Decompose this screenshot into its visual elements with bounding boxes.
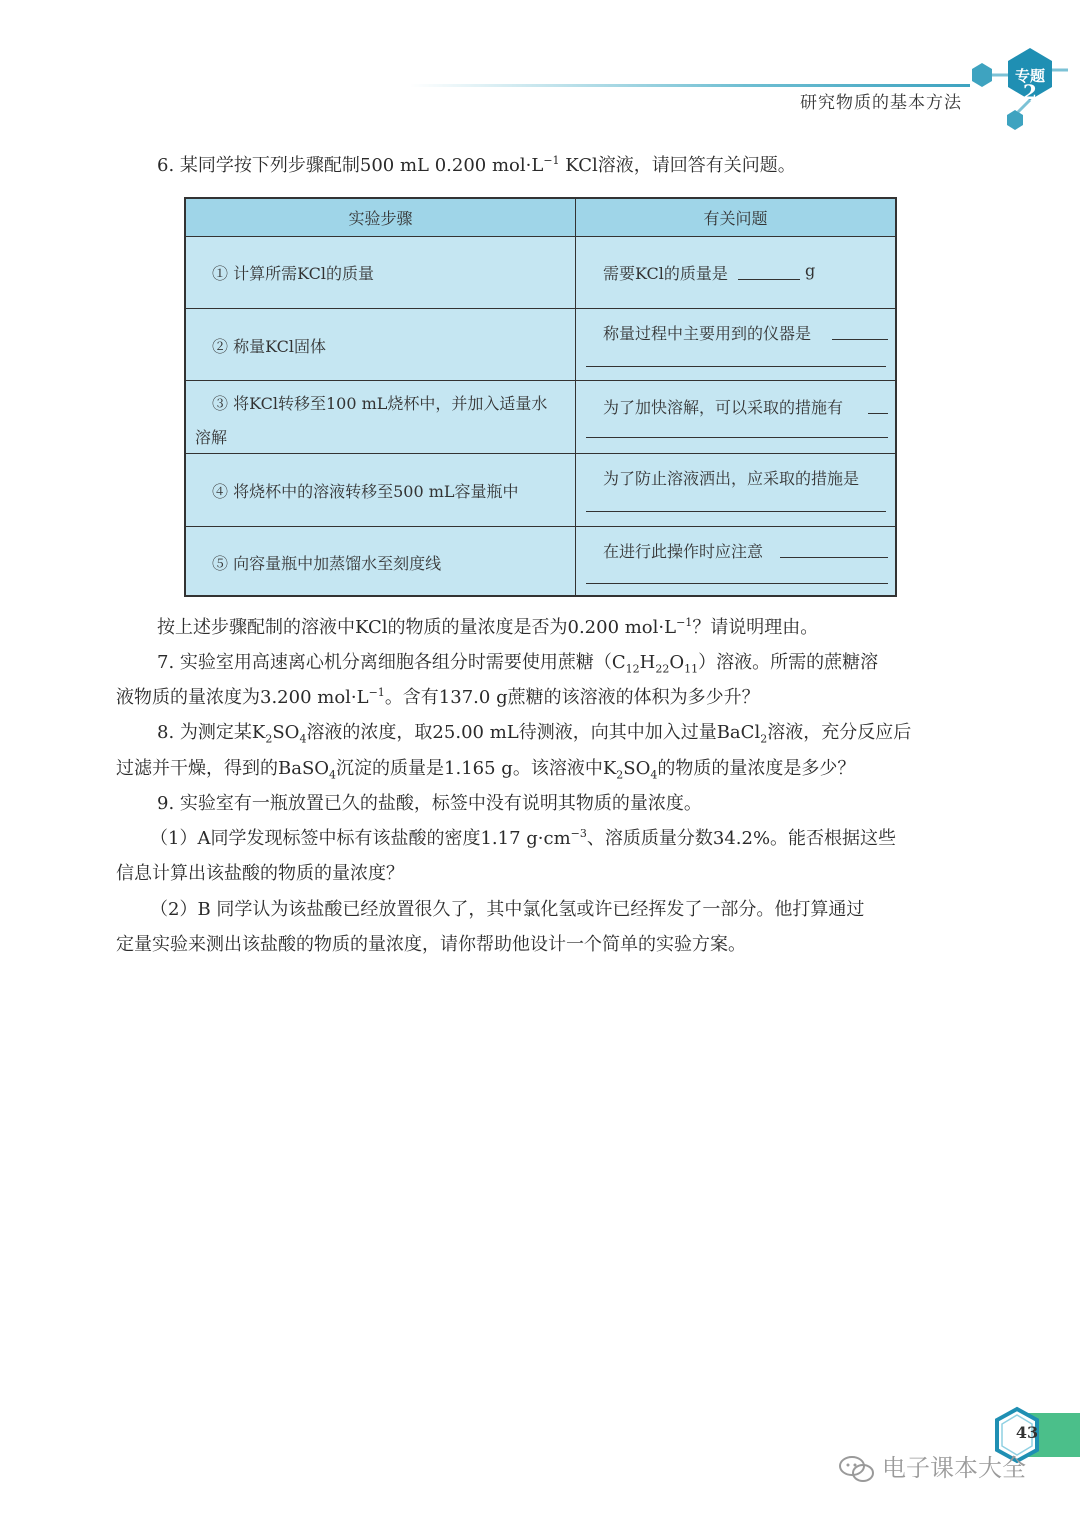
- answer-blank[interactable]: [868, 413, 888, 414]
- step-text: ② 称量KCl固体: [212, 337, 326, 356]
- question-text: 为了加快溶解，可以采取的措施有: [603, 398, 844, 417]
- header-steps: 实验步骤: [186, 199, 576, 236]
- experiment-table: [184, 197, 897, 597]
- question-9-intro: 9. 实验室有一瓶放置已久的盐酸，标签中没有说明其物质的量浓度。: [157, 793, 702, 814]
- table-row: [186, 380, 895, 453]
- header-rule: [410, 84, 970, 87]
- question-9-part-1-line-2: 信息计算出该盐酸的物质的量浓度？: [116, 863, 404, 884]
- question-6: 6. 某同学按下列步骤配制500 mL 0.200 $mol\cdot L^{-1}$ KCl溶液，请回答有关问题。: [157, 154, 796, 176]
- question-6-followup: 按上述步骤配制的溶液中KCl的物质的量浓度是否为0.200 $mol\cdot L^{-1}$？请说明理由。: [157, 616, 819, 638]
- header-questions: 有关问题: [703, 209, 768, 228]
- table-row: [186, 308, 895, 380]
- question-8-line-1: 8. 为测定某$K_2SO_4$溶液的浓度，取25.00 mL待测液，向其中加入过量BaCl$_2$溶液，充分反应后: [157, 722, 912, 746]
- section-label: 专题: [1014, 67, 1045, 85]
- unit-text: g: [805, 261, 816, 280]
- question-text: 需要KCl的质量是: [603, 264, 728, 283]
- table-row: [186, 453, 895, 526]
- question-9-part-2-line-1: （2）B 同学认为该盐酸已经放置很久了，其中氯化氢或许已经挥发了一部分。他打算通过: [150, 899, 865, 920]
- watermark: [838, 1448, 1026, 1484]
- step-text: ① 计算所需KCl的质量: [212, 264, 374, 283]
- answer-blank[interactable]: [832, 339, 888, 340]
- answer-blank[interactable]: [586, 583, 888, 584]
- page-number: 43: [1015, 1423, 1039, 1442]
- step-text: ⑤ 向容量瓶中加蒸馏水至刻度线: [212, 554, 442, 573]
- answer-blank[interactable]: [586, 437, 888, 438]
- step-text-continued: 溶解: [195, 428, 228, 447]
- table-row: [186, 236, 895, 308]
- answer-blank[interactable]: [586, 511, 886, 512]
- question-9-part-2-line-2: 定量实验来测出该盐酸的物质的量浓度，请你帮助他设计一个简单的实验方案。: [116, 934, 746, 955]
- table-row: [186, 526, 895, 597]
- chat-bubble-icon: [838, 1454, 876, 1484]
- section-number: 2: [1023, 80, 1037, 104]
- watermark-text: 电子课本大全: [882, 1454, 1026, 1482]
- question-8-line-2: 过滤并干燥，得到的BaSO$_4$沉淀的质量是1.165 g。该溶液中$K_2SO_4$的物质的量浓度是多少？: [116, 758, 856, 782]
- step-text: ④ 将烧杯中的溶液转移至500 mL容量瓶中: [212, 482, 519, 501]
- question-9-part-1-line-1: （1）A同学发现标签中标有该盐酸的密度1.17 $g\cdot cm^{-3}$、溶质质量分数34.2%。能否根据这些: [150, 827, 897, 849]
- question-7-line-2: 液物质的量浓度为3.200 $mol\cdot L^{-1}$。含有137.0 g蔗糖的该溶液的体积为多少升？: [116, 686, 760, 708]
- question-text: 在进行此操作时应注意: [603, 542, 764, 561]
- step-text: ③ 将KCl转移至100 mL烧杯中，并加入适量水: [212, 394, 548, 413]
- answer-blank[interactable]: [780, 557, 888, 558]
- table-header-row: [186, 199, 895, 236]
- question-7-line-1: 7. 实验室用高速离心机分离细胞各组分时需要使用蔗糖$(C_{12}H_{22}O_{11})$溶液。所需的蔗糖溶: [157, 652, 879, 676]
- question-text: 称量过程中主要用到的仪器是: [603, 324, 812, 343]
- question-text: 为了防止溶液洒出，应采取的措施是: [603, 469, 860, 488]
- answer-blank[interactable]: [738, 279, 800, 280]
- chapter-title: 研究物质的基本方法: [800, 93, 962, 113]
- answer-blank[interactable]: [586, 366, 886, 367]
